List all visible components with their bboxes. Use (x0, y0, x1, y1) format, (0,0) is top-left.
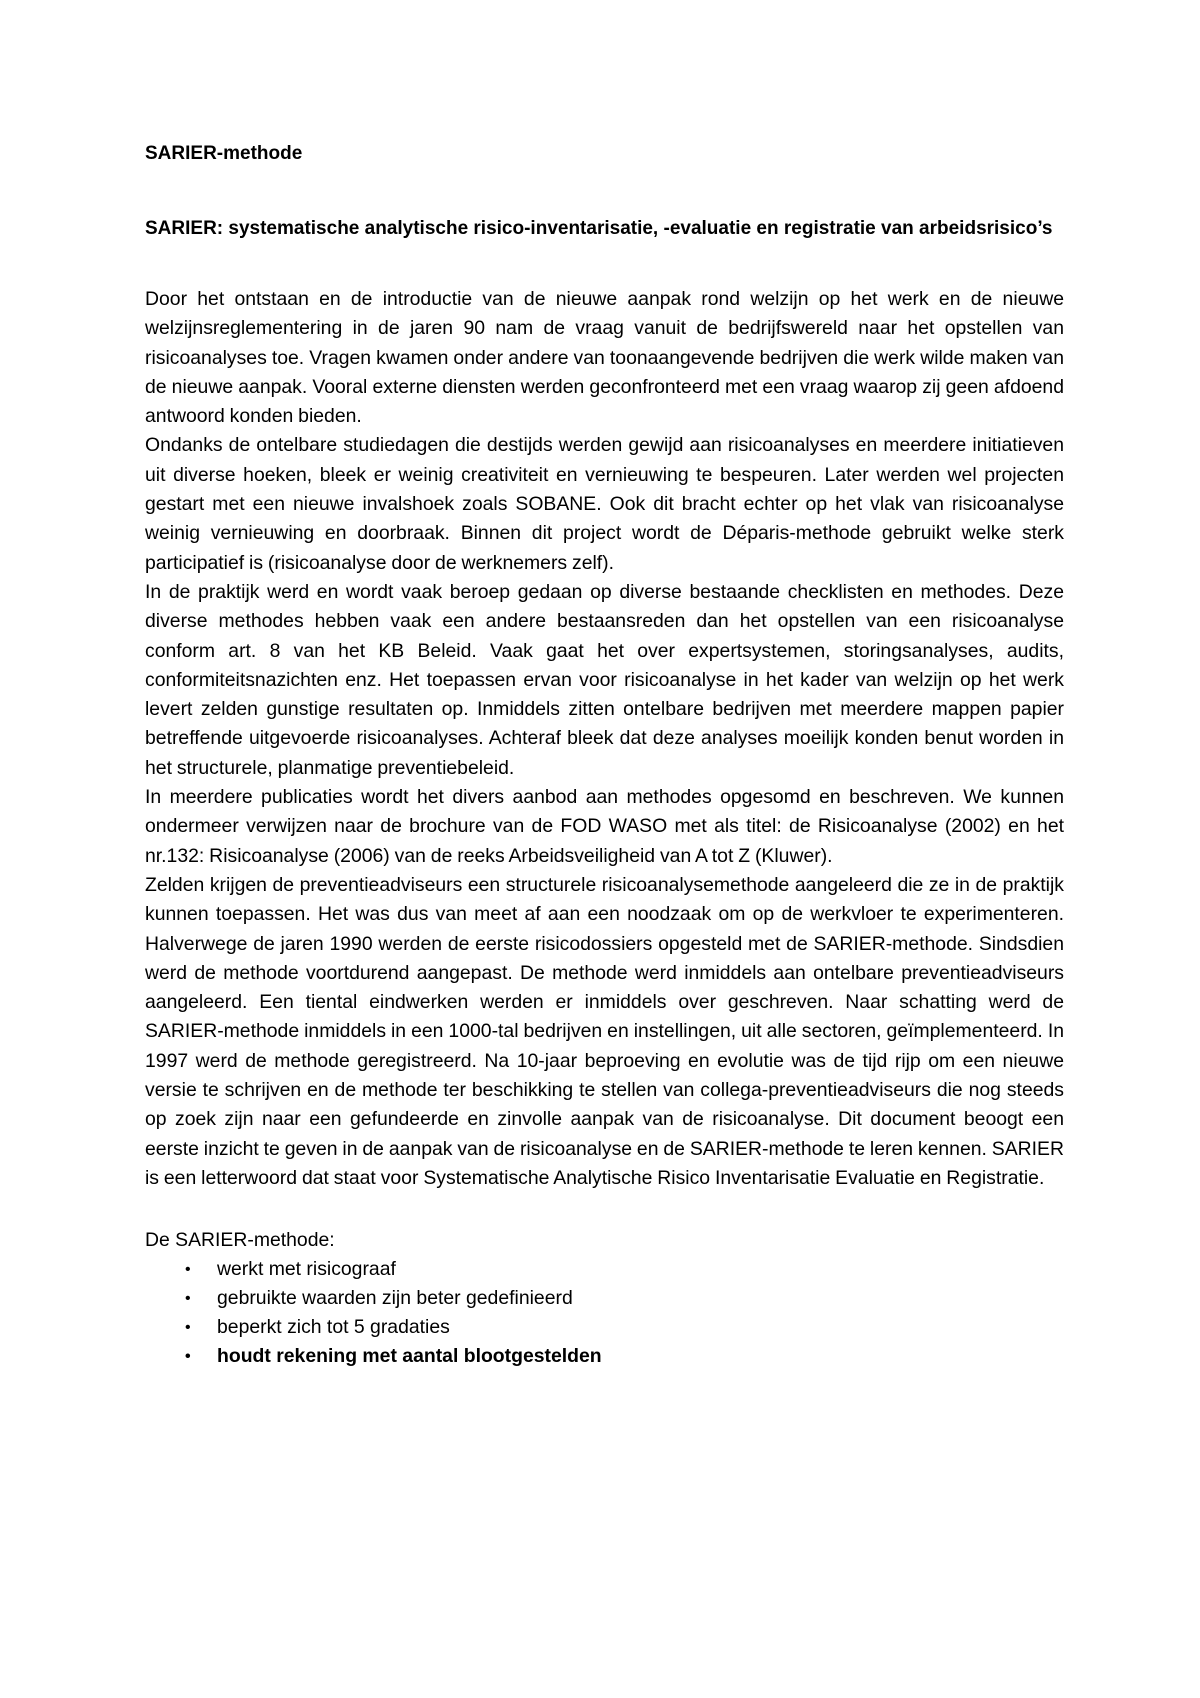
list-item-text: gebruikte waarden zijn beter gedefinieerd (217, 1287, 573, 1310)
bullet-icon: • (185, 1261, 191, 1279)
paragraph-publicaties: In meerdere publicaties wordt het divers aanbod aan methodes opgesomd en beschreven. We kunnen ondermeer verwijzen naar de brochure van de FOD WASO met als titel: de Risicoanalyse (2002) en het nr.132: Risicoanalyse (2006) van de reeks Arbeidsveiligheid van A tot Z (Kluwer). (145, 786, 1064, 867)
bullet-icon: • (185, 1290, 191, 1308)
list-item (145, 1255, 1064, 1284)
paragraph-praktijk: In de praktijk werd en wordt vaak beroep gedaan op diverse bestaande checklisten en methodes. Deze diverse methodes hebben vaak een andere bestaansreden dan het opstellen van een risicoanalyse conform art. 8 van het KB Beleid. Vaak gaat het over expertsystemen, storingsanalyses, audits, conformiteitsnazichten enz. Het toepassen ervan voor risicoanalyse in het kader van welzijn op het werk levert zelden gunstige resultaten op. Inmiddels zitten ontelbare bedrijven met meerdere mappen papier betreffende uitgevoerde risicoanalyses. Achteraf bleek dat deze analyses moeilijk konden benut worden in het structurele, planmatige preventiebeleid. (145, 580, 1064, 779)
paragraph-intro: Door het ontstaan en de introductie van de nieuwe aanpak rond welzijn op het werk en de nieuwe welzijnsreglementering in de jaren 90 nam de vraag vanuit de bedrijfswereld naar het opstellen van risicoanalyses toe. Vragen kwamen onder andere van toonaangevende bedrijven die werk wilde maken van de nieuwe aanpak. Vooral externe diensten werden geconfronteerd met een vraag waarop zij geen afdoend antwoord konden bieden. (145, 288, 1064, 428)
feature-list (145, 1255, 1064, 1371)
body-text (145, 285, 1064, 1193)
paragraph-studiedagen: Ondanks de ontelbare studiedagen die destijds werden gewijd aan risicoanalyses en meerdere initiatieven uit diverse hoeken, bleek er weinig creativiteit en vernieuwing te bespeuren. Later werden wel projecten gestart met een nieuwe invalshoek zoals SOBANE. Ook dit bracht echter op het vlak van risicoanalyse weinig vernieuwing en doorbraak. Binnen dit project wordt de Déparis-methode gebruikt welke sterk participatief is (risicoanalyse door de werknemers zelf). (145, 434, 1064, 574)
list-item (145, 1284, 1064, 1313)
list-item (145, 1342, 1064, 1371)
bullet-icon: • (185, 1319, 191, 1337)
list-item (145, 1313, 1064, 1342)
list-intro: De SARIER-methode: (145, 1229, 335, 1252)
document-page (145, 140, 1064, 1371)
paragraph-preventieadviseurs: Zelden krijgen de preventieadviseurs een structurele risicoanalysemethode aangeleerd die ze in de praktijk kunnen toepassen. Het was dus van meet af aan een noodzaak om op de werkvloer te experimenteren. Halverwege de jaren 1990 werden de eerste risicodossiers opgesteld met de SARIER-methode. Sindsdien werd de methode voortdurend aangepast. De methode werd inmiddels aan ontelbare preventieadviseurs aangeleerd. Een tiental eindwerken werden er inmiddels over geschreven. Naar schatting werd de SARIER-methode inmiddels in een 1000-tal bedrijven en instellingen, uit alle sectoren, geïmplementeerd. In 1997 werd de methode geregistreerd. Na 10-jaar beproeving en evolutie was de tijd rijp om een nieuwe versie te schrijven en de methode ter beschikking te stellen van collega-preventieadviseurs die nog steeds op zoek zijn naar een gefundeerde en zinvolle aanpak van de risicoanalyse. Dit document beoogt een eerste inzicht te geven in de aanpak van de risicoanalyse en de SARIER-methode te leren kennen. SARIER is een letterwoord dat staat voor Systematische Analytische Risico Inventarisatie Evaluatie en Registratie. (145, 873, 1064, 1189)
list-item-text: houdt rekening met aantal blootgestelden (217, 1345, 602, 1368)
document-subtitle: SARIER: systematische analytische risico-inventarisatie, -evaluatie en registratie van arbeidsrisico’s (145, 218, 1053, 239)
list-item-text: beperkt zich tot 5 gradaties (217, 1316, 450, 1339)
document-title: SARIER-methode (145, 143, 303, 164)
bullet-icon: • (185, 1348, 191, 1366)
list-item-text: werkt met risicograaf (217, 1258, 396, 1281)
